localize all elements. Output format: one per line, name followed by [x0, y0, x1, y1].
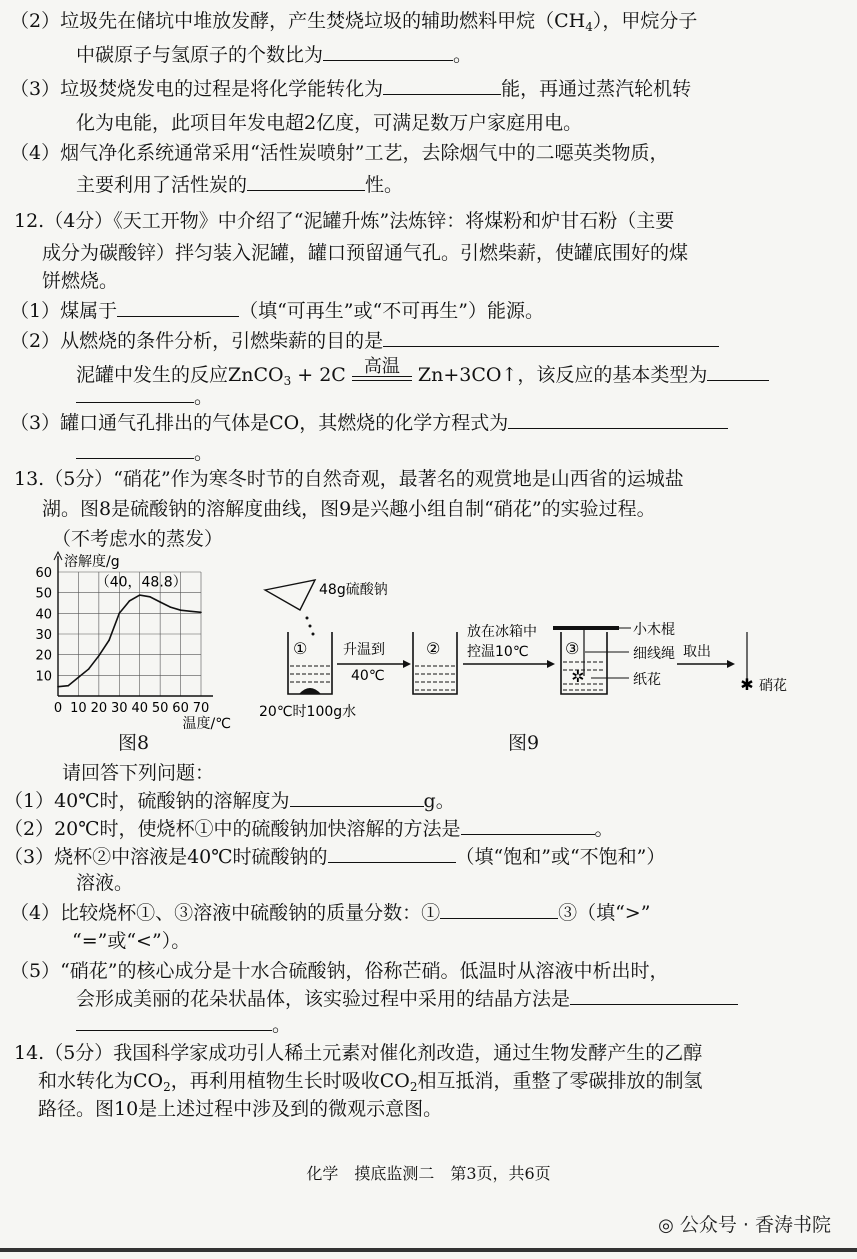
equation-part: Zn+3CO↑，该反应的基本类型为 [417, 364, 708, 386]
y-axis-label: 溶解度/g [64, 554, 120, 570]
step1-temp: 40℃ [351, 668, 385, 684]
q11-p3-text: （3）垃圾焚烧发电的过程是将化学能转化为 [10, 78, 384, 100]
x-tick-label: 20 [90, 701, 108, 716]
q13-line3: （不考虑水的蒸发） [52, 528, 224, 550]
q11-part2-line2 [76, 42, 472, 68]
data-point [170, 606, 172, 608]
answer-blank[interactable] [76, 1012, 272, 1031]
q12-p3-text: （3）罐口通气孔排出的气体是CO，其燃烧的化学方程式为 [10, 412, 509, 434]
answer-blank[interactable] [117, 298, 239, 317]
answer-blank[interactable] [508, 410, 728, 429]
step2-label: 放在冰箱中 [467, 624, 537, 640]
answer-blank[interactable] [707, 362, 769, 381]
y-tick-label: 30 [35, 628, 52, 643]
page-footer: 化学 摸底监测二 第3页，共6页 [306, 1164, 551, 1183]
beaker-3-label: ③ [565, 639, 580, 658]
q13-line2: 湖。图8是硫酸钠的溶解度曲线，图9是兴趣小组自制“硝花”的实验过程。 [42, 498, 656, 520]
q11-p2-text-end: ），甲烷分子 [592, 10, 698, 32]
answer-blank[interactable] [383, 76, 501, 95]
string-label: 细线绳 [633, 646, 675, 662]
x-tick-label: 60 [172, 701, 189, 716]
subscript: 3 [283, 374, 292, 388]
crystal-flower-icon: ✱ [740, 675, 754, 694]
q11-part3-line1 [10, 76, 691, 102]
powder-dot [306, 617, 309, 620]
equation-part: + 2C [291, 364, 346, 386]
arrowhead [547, 660, 555, 668]
x-axis-label: 温度/℃ [182, 716, 231, 732]
q12-p1-end: （填“可再生”或“不可再生”）能源。 [239, 300, 544, 322]
data-point [98, 655, 100, 657]
arrowhead [403, 660, 411, 668]
q11-p4b-end: 性。 [365, 174, 404, 196]
data-point [57, 686, 59, 688]
y-tick-label: 50 [35, 586, 52, 602]
watermark-text: 公众号 · 香涛书院 [679, 1214, 831, 1236]
beaker-2-label: ② [426, 639, 441, 658]
data-point [67, 685, 69, 687]
period: 。 [194, 442, 214, 464]
x-tick-label: 50 [151, 701, 169, 716]
step2-temp: 控温10℃ [467, 644, 529, 660]
stick-label: 小木棍 [633, 622, 675, 638]
solubility-curve [58, 595, 201, 687]
fig9-caption: 图9 [508, 732, 540, 754]
q13-p1-end: g。 [423, 790, 455, 812]
q12-part1 [10, 298, 544, 324]
answer-blank[interactable] [247, 172, 365, 191]
answer-blank[interactable] [290, 788, 424, 807]
data-point [139, 594, 141, 596]
q11-part3-line2: 化为电能，此项目年发电超2亿度，可满足数万户家庭用电。 [76, 112, 583, 134]
q13-part3 [4, 844, 665, 870]
q12-line3: 饼燃烧。 [42, 270, 119, 292]
x-tick-label: 70 [192, 701, 210, 716]
q14-head: 14.（5分）我国科学家成功引人稀土元素对催化剂改造，通过生物发酵产生的乙醇 [14, 1042, 703, 1064]
q12-part2-line3 [76, 384, 213, 410]
data-point [108, 639, 110, 641]
q12-part3-line1 [10, 410, 728, 436]
answer-blank[interactable] [383, 328, 719, 347]
equation-part: 泥罐中发生的反应ZnCO [76, 364, 284, 386]
data-point [118, 613, 120, 615]
q13-part5: （5）“硝花”的核心成分是十水合硫酸钠，俗称芒硝。低温时从溶液中析出时， [10, 960, 669, 982]
solid-pile [299, 688, 321, 694]
water-label: 20℃时100g水 [259, 704, 357, 720]
q13-part4-line2: “=”或“<”）。 [72, 930, 191, 952]
answer-blank[interactable] [76, 440, 194, 459]
q12-part3-line2 [76, 440, 213, 466]
peak-annotation: （40，48.8） [95, 574, 187, 591]
powder-dot [309, 625, 312, 628]
data-point [159, 601, 161, 603]
step3-label: 取出 [683, 644, 711, 660]
q11-part2-line1 [10, 8, 697, 40]
crystal-experiment-diagram [255, 572, 815, 720]
y-tick-label: 20 [35, 648, 52, 664]
bottom-border [0, 1248, 857, 1252]
data-point [88, 668, 90, 670]
weighing-paper-icon [265, 580, 315, 610]
q13-p4-end: ③（填“>” [558, 902, 651, 924]
q13-part4 [10, 900, 650, 926]
q13-part2 [4, 816, 614, 842]
y-tick-label: 10 [35, 669, 52, 685]
q11-part4-line1: （4）烟气净化系统通常采用“活性炭喷射”工艺，去除烟气中的二噁英类物质， [10, 142, 669, 164]
q11-p2b-text: 中碳原子与氢原子的个数比为 [76, 44, 324, 66]
arrowhead [727, 660, 735, 668]
q13-p4-text: （4）比较烧杯①、③溶液中硫酸钠的质量分数：① [10, 902, 441, 924]
q13-part1 [4, 788, 455, 814]
q11-p2b-end: 。 [453, 44, 473, 66]
q11-part4-line2 [76, 172, 403, 198]
x-tick-label: 30 [111, 701, 128, 716]
q13-p2-text: （2）20℃时，使烧杯①中的硫酸钠加快溶解的方法是 [4, 818, 461, 840]
powder-dot [312, 633, 315, 636]
y-tick-label: 40 [35, 607, 52, 623]
x-tick-label: 10 [70, 701, 87, 716]
q14-text: 相互抵消，重整了零碳排放的制氢 [417, 1070, 703, 1092]
q11-p2-text: （2）垃圾先在储坑中堆放发酵，产生焚烧垃圾的辅助燃料甲烷（CH [10, 10, 586, 32]
period: 。 [272, 1014, 292, 1036]
q12-p1-text: （1）煤属于 [10, 300, 118, 322]
data-point [149, 596, 151, 598]
q14-text: ，再利用植物生长时吸收CO [170, 1070, 410, 1092]
watermark [658, 1210, 831, 1237]
q14-line3: 路径。图10是上述过程中涉及到的微观示意图。 [38, 1098, 443, 1120]
answer-blank[interactable] [328, 844, 456, 863]
q13-p1-text: （1）40℃时，硫酸钠的溶解度为 [4, 790, 290, 812]
x-tick-label: 40 [131, 701, 148, 716]
q14-text: 和水转化为CO [38, 1070, 164, 1092]
data-point [190, 610, 192, 612]
result-label: 硝花 [759, 678, 787, 694]
q13-p3-end: （填“饱和”或“不饱和”） [455, 846, 666, 868]
answer-blank[interactable] [570, 986, 738, 1005]
solute-label: 48g硫酸钠 [319, 582, 388, 598]
q13-head: 13.（5分）“硝花”作为寒冬时节的自然奇观，最著名的观赏地是山西省的运城盐 [14, 468, 684, 490]
q13-part3-line2: 溶液。 [76, 872, 134, 894]
q13-p2-end: 。 [594, 818, 614, 840]
beaker-1-label: ① [293, 639, 308, 658]
answer-blank[interactable] [323, 42, 453, 61]
paper-flower-icon: ✲ [571, 667, 585, 686]
data-point [129, 600, 131, 602]
answer-blank[interactable] [461, 816, 595, 835]
paper-label: 纸花 [633, 672, 661, 688]
answer-blank[interactable] [76, 384, 194, 403]
y-tick-label: 60 [35, 566, 52, 581]
q13-ask: 请回答下列问题： [62, 762, 215, 784]
subscript: 2 [163, 1080, 171, 1094]
subscript: 4 [585, 20, 593, 34]
q11-p4b-text: 主要利用了活性炭的 [76, 174, 248, 196]
period: 。 [194, 386, 214, 408]
data-point [180, 609, 182, 611]
q12-line2: 成分为碳酸锌）拌匀装入泥罐，罐口预留通气孔。引燃柴薪，使罐底围好的煤 [42, 242, 689, 264]
q13-p3-text: （3）烧杯②中溶液是40℃时硫酸钠的 [4, 846, 328, 868]
reaction-condition [352, 356, 412, 381]
fig8-caption: 图8 [118, 732, 150, 754]
q13-part5-line3 [76, 1012, 291, 1038]
solubility-chart [0, 548, 250, 748]
q13-p5b-text: 会形成美丽的花朵状晶体，该实验过程中采用的结晶方法是 [76, 988, 571, 1010]
wechat-icon: ◎ [658, 1215, 674, 1236]
data-point [78, 677, 80, 679]
step1-label: 升温到 [343, 642, 385, 658]
x-tick-label: 0 [53, 701, 63, 716]
subscript: 2 [409, 1080, 418, 1094]
q12-head: 12.（4分）《天工开物》中介绍了“泥罐升炼”法炼锌：将煤粉和炉甘石粉（主要 [14, 210, 675, 232]
q11-p3-end: 能，再通过蒸汽轮机转 [501, 78, 692, 100]
data-point [200, 612, 202, 614]
q13-part5-line2 [76, 986, 738, 1012]
q12-p2-text: （2）从燃烧的条件分析，引燃柴薪的目的是 [10, 330, 384, 352]
answer-blank[interactable] [440, 900, 558, 919]
q12-part2-line1 [10, 328, 719, 354]
condition-text: 高温 [363, 356, 400, 377]
